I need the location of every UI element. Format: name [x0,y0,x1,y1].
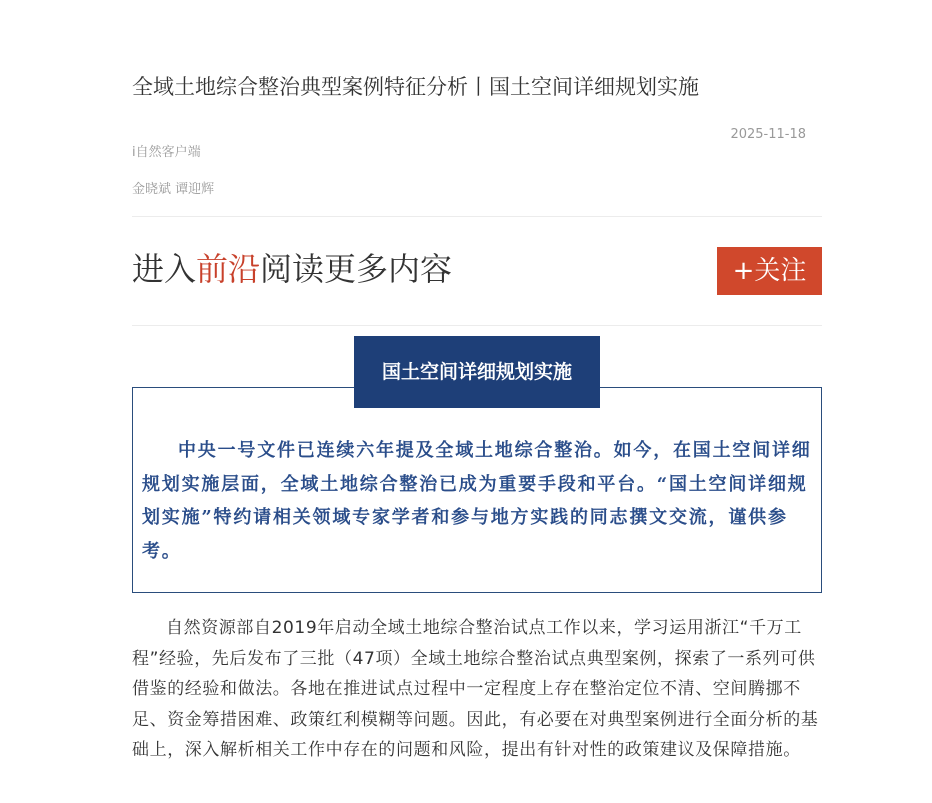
article-source[interactable]: i自然客户端 [132,145,201,160]
article-authors: 金晓斌 谭迎辉 [132,182,215,197]
promo-banner[interactable] [132,247,452,291]
article-title: 全域土地综合整治典型案例特征分析丨国土空间详细规划实施 [132,75,699,99]
promo-text-after: 阅读更多内容 [260,250,453,288]
publish-date: 2025-11-18 [730,127,806,142]
follow-button[interactable]: +关注 [717,247,822,295]
body-paragraph: 自然资源部自2019年启动全域土地综合整治试点工作以来，学习运用浙江“千万工程”经验，先后发布了三批（47项）全域土地综合整治试点典型案例，探索了一系列可供借鉴的经验和做法。各地在推进试点过程中一定程度上存在整治定位不清、空间腾挪不足、资金筹措困难、政策红利模糊等问题。因此，有必要在对典型案例进行全面分析的基础上，深入解析相关工作中存在的问题和风险，提出有针对性的政策建议及保障措施。 [132,618,819,760]
header-divider [132,216,822,217]
promo-text-before: 进入 [132,250,197,288]
promo-accent-text: 前沿 [196,250,261,288]
promo-divider [132,325,822,326]
column-tag: 国土空间详细规划实施 [354,336,600,408]
column-intro-text: 中央一号文件已连续六年提及全域土地综合整治。如今，在国土空间详细规划实施层面，全域土地综合整治已成为重要手段和平台。“国土空间详细规划实施”特约请相关领域专家学者和参与地方实践的同志撰文交流，谨供参考。 [142,440,812,562]
